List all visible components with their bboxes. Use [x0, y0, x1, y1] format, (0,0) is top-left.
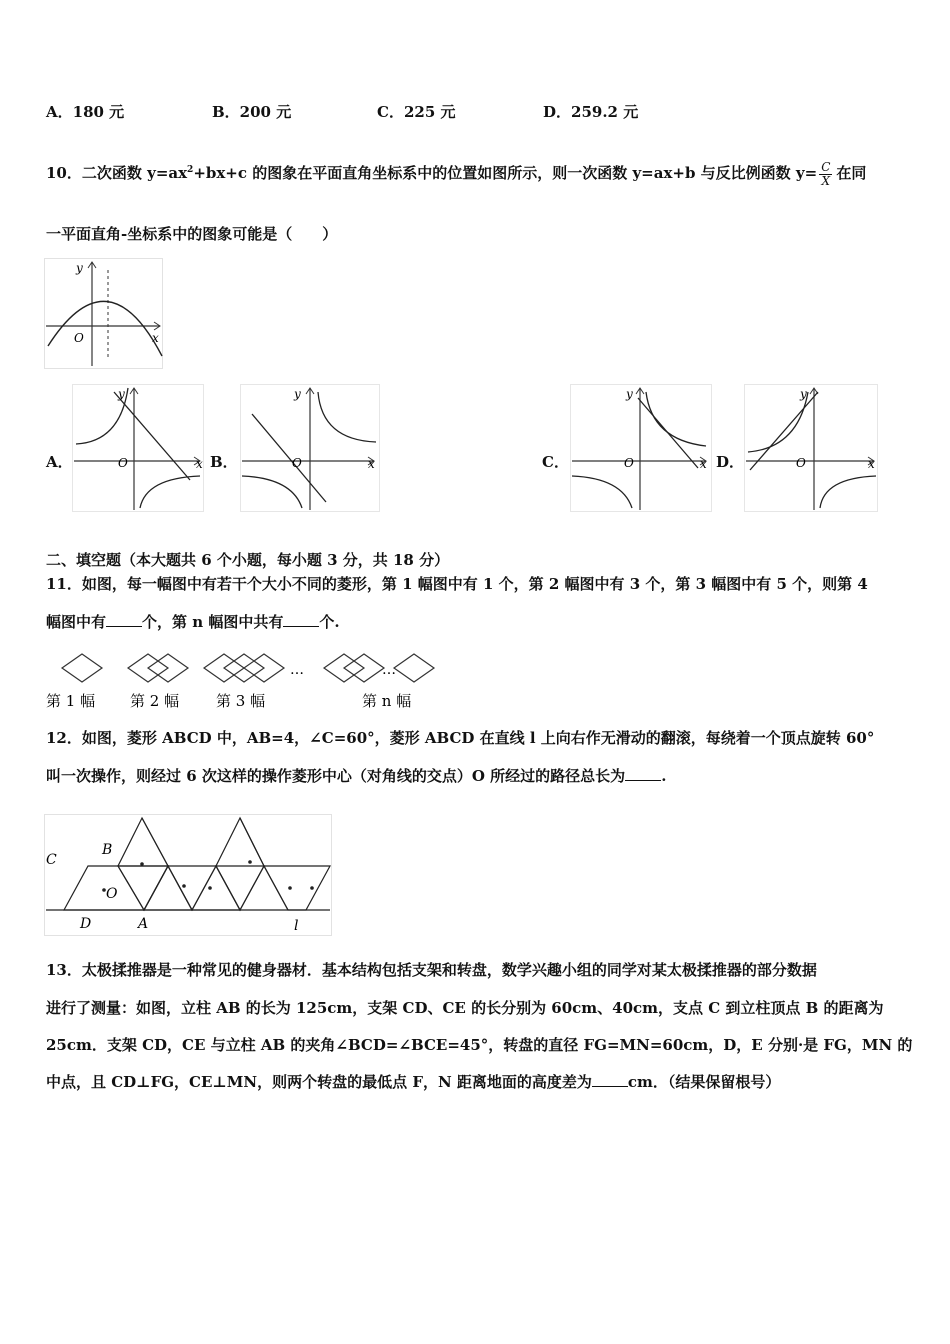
hyperbola-branch	[748, 392, 808, 452]
rhombus	[62, 654, 102, 682]
label-l: l	[294, 918, 299, 934]
center-point	[310, 886, 314, 890]
y-label: y	[118, 387, 125, 401]
q10-line2: 一平面直角-坐标系中的图象可能是（ ）	[46, 225, 338, 243]
section-heading: 二、填空题（本大题共 6 个小题，每小题 3 分，共 18 分）	[46, 551, 450, 569]
y-label: y	[800, 387, 807, 401]
q10-option-c-label: C．	[542, 453, 569, 471]
center-point	[288, 886, 292, 890]
origin-label: O	[292, 456, 302, 470]
q10-text-b: +bx+c 的图象在平面直角坐标系中的位置如图所示，则一次函数 y=ax+b 与反比例函数 y=	[193, 164, 818, 182]
figure-frame	[45, 259, 163, 369]
q12-line2	[46, 766, 666, 786]
x-label: x	[196, 457, 203, 471]
q13-line2: 进行了测量：如图，立柱 AB 的长为 125cm，支架 CD、CE 的长分别为 60cm、40cm，支点 C 到立柱顶点 B 的距离为	[46, 999, 884, 1017]
answer-blank[interactable]	[106, 612, 142, 627]
answer-blank[interactable]	[592, 1072, 628, 1087]
line-graph	[638, 398, 698, 468]
caption-fign: 第 n 幅	[362, 692, 412, 710]
q10-option-a-label: A．	[46, 453, 73, 471]
q10-frac-num: C	[821, 159, 831, 174]
hyperbola-branch	[140, 476, 200, 508]
q11-line1: 11．如图，每一幅图中有若干个大小不同的菱形，第 1 幅图中有 1 个，第 2 幅图中有 3 个，第 3 幅图中有 5 个，则第 4	[46, 575, 868, 593]
parabola-curve	[48, 301, 162, 356]
option-d: D．259.2 元	[543, 103, 639, 121]
option-a: A．180 元	[46, 103, 125, 121]
rhombus-sequence-figure	[44, 650, 440, 712]
center-point	[248, 860, 252, 864]
x-label: x	[368, 457, 375, 471]
q10-fraction	[819, 161, 832, 188]
q10-sup: 2	[187, 165, 194, 175]
q13-text-b: cm．（结果保留根号）	[627, 1073, 781, 1091]
label-d: D	[80, 916, 92, 932]
q13-line3: 25cm．支架 CD，CE 与立柱 AB 的夹角∠BCD=∠BCE=45°，转盘的直径 FG=MN=60cm，D，E 分别·是 FG，MN 的	[46, 1036, 913, 1054]
q11-line2	[46, 612, 340, 632]
q10-option-d-label: D．	[716, 453, 745, 471]
label-o: O	[106, 886, 118, 902]
rhombus-rotation	[144, 866, 192, 910]
x-label: x	[700, 457, 707, 471]
line-graph	[750, 392, 818, 470]
q10-text-c: 在同	[836, 164, 867, 182]
rhombus-rolling-figure	[44, 814, 332, 936]
ellipsis: …	[382, 662, 396, 678]
rhombus-rotation	[118, 866, 168, 910]
rhombus-rotation	[264, 866, 330, 910]
q12-line1: 12．如图，菱形 ABCD 中，AB=4，∠C=60°，菱形 ABCD 在直线 l 上向右作无滑动的翻滚，每绕着一个顶点旋转 60°	[46, 729, 875, 747]
rhombus-rotation	[216, 866, 264, 910]
y-label: y	[76, 261, 83, 275]
x-label: x	[868, 457, 875, 471]
ellipsis: …	[290, 662, 304, 678]
y-label: y	[626, 387, 633, 401]
answer-blank[interactable]	[283, 612, 319, 627]
label-c: C	[46, 852, 57, 868]
q13-text-a: 中点，且 CD⊥FG，CE⊥MN，则两个转盘的最低点 F，N 距离地面的高度差为	[46, 1073, 592, 1091]
hyperbola-branch	[646, 392, 706, 446]
q13-line1: 13．太极揉推器是一种常见的健身器材．基本结构包括支架和转盘，数学兴趣小组的同学对某太极揉推器的部分数据	[46, 961, 817, 979]
option-a-graph	[72, 384, 204, 512]
caption-fig3: 第 3 幅	[216, 692, 266, 710]
center-point	[140, 862, 144, 866]
q12-text-b: .	[661, 767, 667, 785]
q10-line1	[46, 160, 866, 188]
option-b: B．200 元	[212, 103, 292, 121]
hyperbola-branch	[572, 476, 632, 508]
option-c-graph	[570, 384, 712, 512]
hyperbola-branch	[820, 476, 876, 508]
rhombus	[394, 654, 434, 682]
option-c: C．225 元	[377, 103, 456, 121]
q12-text-a: 叫一次操作，则经过 6 次这样的操作菱形中心（对角线的交点）O 所经过的路径总长为	[46, 767, 626, 785]
origin-label: O	[796, 456, 806, 470]
option-d-graph	[744, 384, 878, 512]
q11-text-a: 幅图中有	[46, 613, 107, 631]
q10-text-a: 10．二次函数 y=ax	[46, 164, 188, 182]
rhombus-rotation	[216, 818, 264, 910]
q10-option-b-label: B．	[210, 453, 238, 471]
label-a: A	[138, 916, 149, 932]
x-label: x	[152, 331, 159, 345]
q11-text-b: 个，第 n 幅图中共有	[142, 613, 284, 631]
figure-frame	[571, 385, 712, 512]
label-b: B	[102, 842, 113, 858]
figure-frame	[73, 385, 204, 512]
caption-fig1: 第 1 幅	[46, 692, 96, 710]
hyperbola-branch	[318, 392, 376, 442]
y-label: y	[294, 387, 301, 401]
figure-frame	[745, 385, 878, 512]
q10-frac-den: X	[821, 173, 831, 188]
hyperbola-branch	[242, 476, 302, 508]
origin-label: O	[74, 331, 84, 345]
center-point	[208, 886, 212, 890]
rhombus-rotation	[192, 866, 240, 910]
center-point	[182, 884, 186, 888]
origin-label: O	[624, 456, 634, 470]
q11-text-c: 个.	[319, 613, 340, 631]
parabola-graph	[44, 258, 164, 370]
caption-fig2: 第 2 幅	[130, 692, 180, 710]
option-b-graph	[240, 384, 380, 512]
answer-blank[interactable]	[625, 766, 661, 781]
origin-label: O	[118, 456, 128, 470]
q13-line4	[46, 1072, 780, 1092]
